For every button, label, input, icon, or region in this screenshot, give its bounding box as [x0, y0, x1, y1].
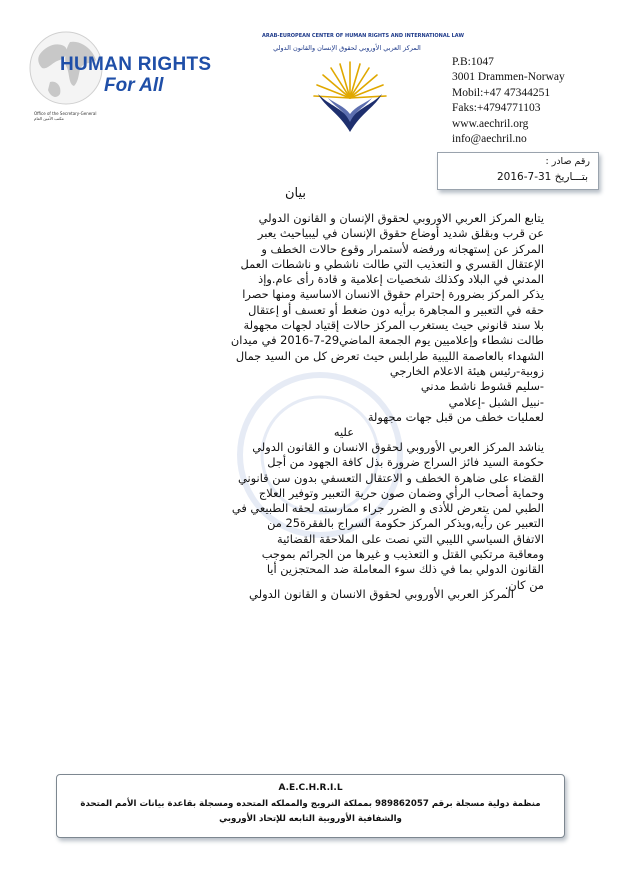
paragraph-line: زوبية-رئيس هيئة الاعلام الخارجي	[389, 363, 544, 378]
reference-box	[437, 152, 599, 190]
footer-org-code: A.E.C.H.R.I.L	[278, 783, 343, 793]
paragraph-line: الطبي لمن يتعرض للأذى و الضرر جراء ممارسته لحقه الطبيعي في	[231, 501, 544, 516]
paragraph-line: يذكر المركز بضرورة إحترام حقوق الانسان الاساسية ومنها حصرا	[242, 287, 544, 302]
paragraph-line: لعمليات خطف من قبل جهات مجهولة	[367, 409, 544, 424]
reference-date	[497, 171, 588, 183]
paragraph-line: طالت نشطاء وإعلاميين يوم الجمعة الماضي29-7-2016 في ميدان	[230, 333, 544, 348]
paragraph-line: المركز عن إستهجانه ورفضه لأستمرار وقوع حالات الخطف و	[261, 241, 544, 256]
paragraph-line: ومعاقبة مرتكبي القتل و التعذيب و غيرها من الجرائم بموجب	[261, 547, 544, 562]
paragraph-line: عليه	[333, 425, 354, 440]
paragraph-line: يناشد المركز العربي الأوروبي لحقوق الانسان و القانون الدولي	[252, 440, 544, 454]
statement-paragraph-1	[84, 211, 544, 440]
paragraph-line: الإعتقال القسري و التعذيب التي طالت ناشطي و ناشطات العمل	[240, 256, 544, 271]
paragraph-line: القضاء على ضاهرة الخطف و الاعتقال التعسفي بدون سن قانوني	[237, 470, 544, 485]
paragraph-line: وحماية أصحاب الرأي وضمان صون حرية التعبير وتوفير العلاج	[258, 485, 544, 500]
reference-number-label: رقم صادر :	[545, 156, 590, 167]
paragraph-line: التعبير عن رأيه,ويذكر المركز حكومة السراج بالفقرة25 من	[267, 516, 544, 531]
paragraph-line: القانون الدولي بما في ذلك سوء المعاملة ضد المحتجزين أيا	[266, 562, 544, 577]
contact-fax: Faks:+4794771103	[452, 102, 541, 115]
signature-line: المركز العربي الأوروبي لحقوق الانسان و القانون الدولي	[249, 587, 514, 601]
contact-address: 3001 Drammen-Norway	[452, 71, 565, 84]
paragraph-line: -سليم قشوط ناشط مدني	[420, 379, 544, 394]
contact-email: info@aechril.no	[452, 133, 527, 146]
office-label-ar: مكتب الأمين العام	[34, 116, 64, 121]
paragraph-line: بلا سند قانوني حيث يستغرب المركز حالات إقتياد لجهات مجهولة	[243, 318, 544, 333]
footer-box	[56, 774, 565, 838]
contact-website: www.aechril.org	[452, 117, 529, 130]
statement-title: بيان	[285, 186, 307, 201]
paragraph-line: الاتفاق السياسي الليبي التي نصت على الملاحقة القضائية	[276, 531, 544, 546]
paragraph-line: المدني في البلاد وكذلك شخصيات إعلامية و قادة رأى عام.وإذ	[258, 272, 544, 287]
logo-title: HUMAN RIGHTS	[60, 54, 212, 75]
reference-date-value: 31-7-2016	[496, 171, 552, 183]
contact-mobile: Mobil:+47 47344251	[452, 86, 551, 99]
logo-subtitle: For All	[104, 75, 164, 96]
org-name-en: ARAB-EUROPEAN CENTER OF HUMAN RIGHTS AND INTERNATIONAL LAW	[262, 33, 464, 39]
footer-registration-line: منظمة دولية مسجلة برقم 989862057 بمملكة النرويج والمملكه المتحده ومسجلة بقاعدة بيانات الأمم المتحدة	[80, 799, 541, 809]
paragraph-line: حقه في التعبير و المجاهرة برأيه دون ضغط أو تعسف أو إعتقال	[248, 302, 544, 317]
office-label-en: Office of the Secretary-General	[34, 111, 97, 116]
reference-date-label: بتـــاريخ	[554, 171, 588, 183]
contact-po-box: P.B:1047	[452, 56, 494, 68]
paragraph-line: عن قرب وبقلق شديد أوضاع حقوق الإنسان في ليبياحيث يعبر	[257, 226, 544, 241]
org-name-ar: المركز العربي الأوروبي لحقوق الإنسان والقانون الدولي	[273, 44, 421, 52]
statement-paragraph-2	[84, 440, 544, 593]
office-label	[34, 111, 96, 121]
sunburst-emblem-icon	[312, 58, 388, 138]
paragraph-line: من كان.	[504, 577, 544, 592]
footer-transparency-line: والشفافية الأوروبية التابعه للإتحاد الأوروبي	[219, 814, 402, 824]
paragraph-line: حكومة السيد فائز السراج ضرورة بذل كافة الجهود من أجل	[267, 455, 544, 470]
paragraph-line: الشهداء بالعاصمة الليبية طرابلس حيث تعرض كل من السيد جمال	[235, 348, 544, 363]
contact-info	[452, 55, 565, 147]
paragraph-line: يتابع المركز العربي الاوروبي لحقوق الإنسان و القانون الدولي	[258, 211, 544, 225]
paragraph-line: -نبيل الشبل -إعلامي	[448, 394, 544, 409]
